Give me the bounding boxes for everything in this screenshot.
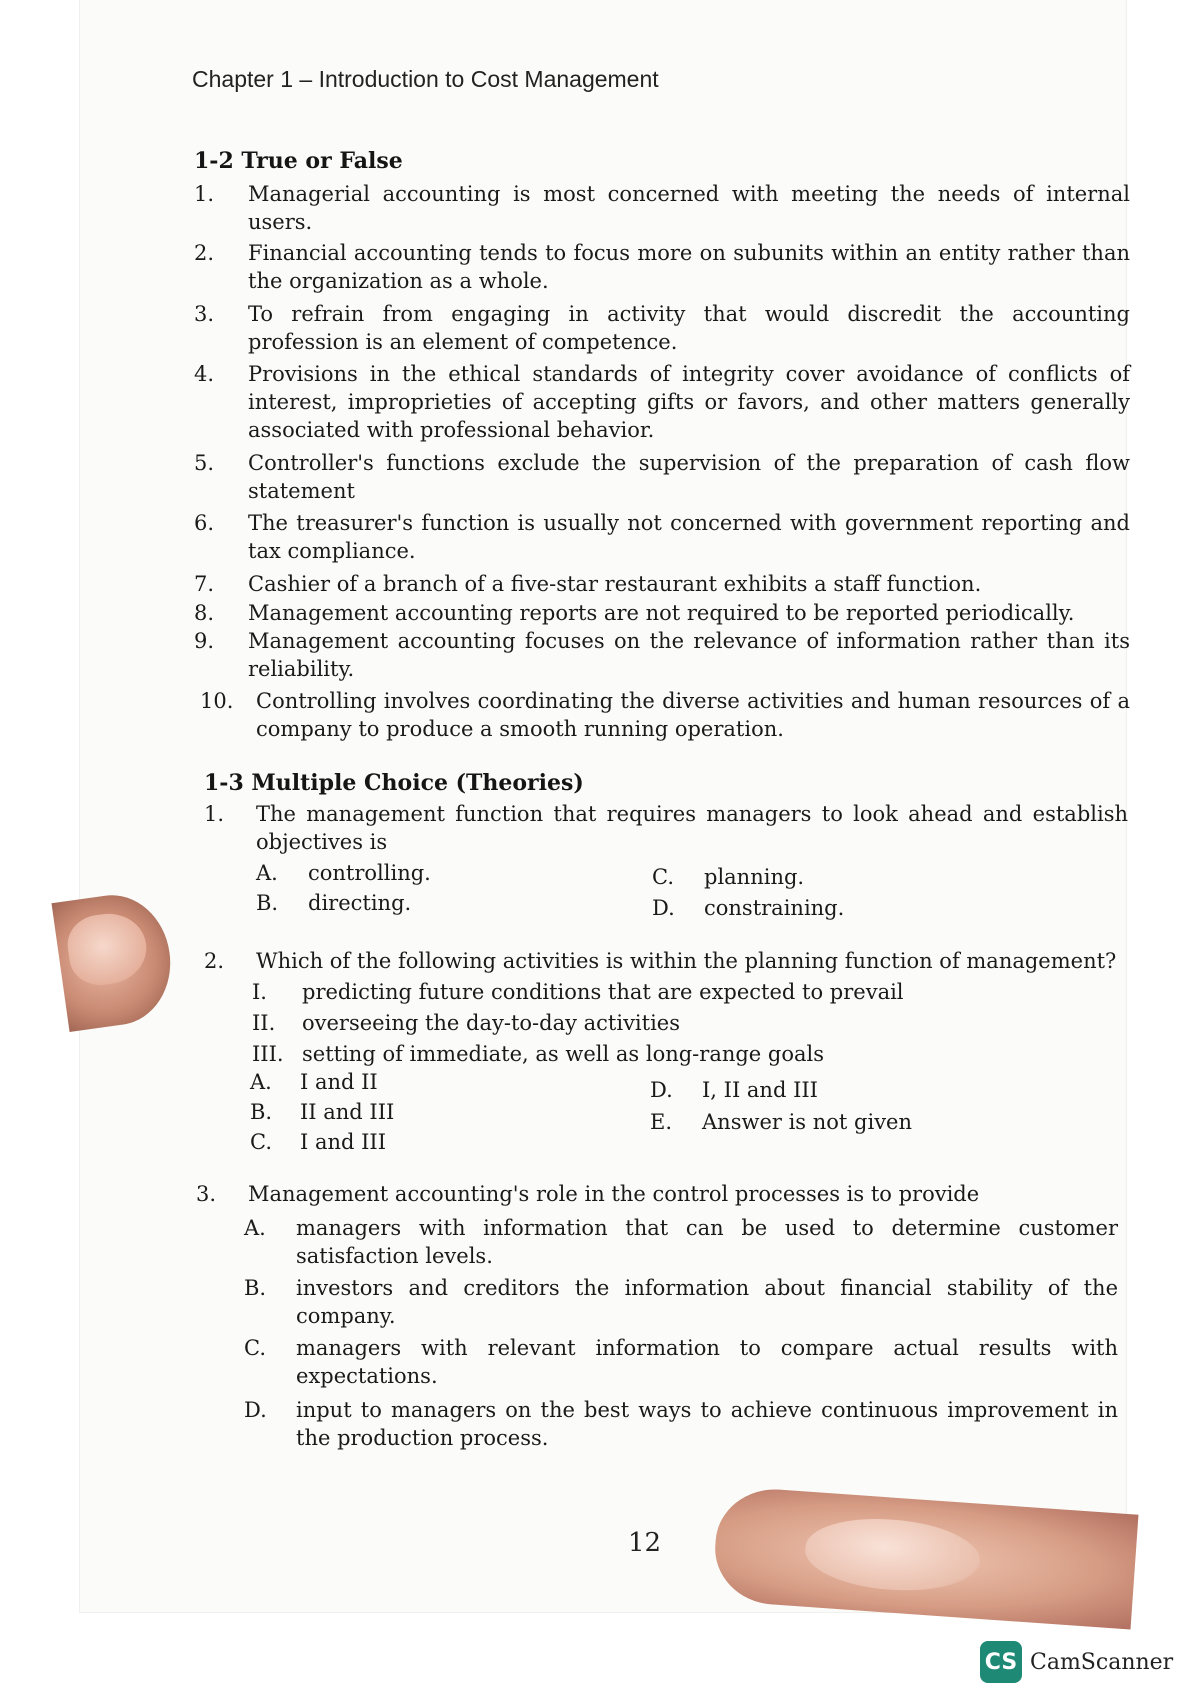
tf-item-text: Controller's functions exclude the supervision of the preparation of cash flow statement bbox=[248, 451, 1130, 503]
camscanner-name: CamScanner bbox=[1030, 1649, 1174, 1675]
tf-item-number: 2. bbox=[194, 241, 215, 265]
fingernail-image bbox=[64, 909, 151, 989]
page-number: 12 bbox=[628, 1528, 662, 1558]
tf-item bbox=[194, 627, 1130, 683]
tf-item-number: 7. bbox=[194, 572, 215, 596]
tf-item-number: 1. bbox=[194, 182, 215, 206]
statement-text: predicting future conditions that are expected to prevail bbox=[302, 980, 904, 1004]
mc-option bbox=[244, 1396, 1118, 1452]
option-letter: C. bbox=[244, 1336, 266, 1360]
fingernail-image bbox=[803, 1514, 982, 1596]
mc-question-2 bbox=[204, 947, 1128, 975]
question-number: 3. bbox=[196, 1182, 217, 1206]
option-text: managers with information that can be used to determine customer satisfaction levels. bbox=[296, 1216, 1118, 1268]
option-text: investors and creditors the information about financial stability of the company. bbox=[296, 1276, 1118, 1328]
tf-item bbox=[194, 300, 1130, 356]
option-text: managers with relevant information to compare actual results with expectations. bbox=[296, 1336, 1118, 1388]
question-number: 2. bbox=[204, 949, 225, 973]
mc-question-1 bbox=[204, 800, 1128, 856]
tf-item-number: 4. bbox=[194, 362, 215, 386]
tf-item-text: Management accounting focuses on the relevance of information rather than its reliability. bbox=[248, 629, 1130, 681]
tf-item bbox=[194, 570, 1130, 598]
tf-item-number: 10. bbox=[200, 689, 234, 713]
statement-text: overseeing the day-to-day activities bbox=[302, 1011, 681, 1035]
tf-item-text: The treasurer's function is usually not concerned with government reporting and tax compliance. bbox=[248, 511, 1130, 563]
chapter-header: Chapter 1 – Introduction to Cost Management bbox=[192, 66, 659, 92]
statement-text: setting of immediate, as well as long-range goals bbox=[302, 1042, 825, 1066]
option-letter: E. bbox=[650, 1110, 673, 1134]
option-text: controlling. bbox=[308, 861, 431, 885]
section-title-multiple-choice: 1-3 Multiple Choice (Theories) bbox=[204, 770, 584, 796]
roman-numeral: I. bbox=[252, 980, 267, 1004]
option-text: II and III bbox=[300, 1100, 395, 1124]
tf-item bbox=[194, 449, 1130, 505]
option-text: planning. bbox=[704, 865, 805, 889]
tf-item-number: 6. bbox=[194, 511, 215, 535]
mc-option bbox=[244, 1214, 1118, 1270]
option-text: I, II and III bbox=[702, 1078, 818, 1102]
question-text: Management accounting's role in the control processes is to provide bbox=[248, 1182, 980, 1206]
option-letter: B. bbox=[256, 891, 279, 915]
tf-item bbox=[194, 239, 1130, 295]
option-text: I and III bbox=[300, 1130, 387, 1154]
mc-option bbox=[244, 1274, 1118, 1330]
option-text: Answer is not given bbox=[702, 1110, 913, 1134]
option-letter: C. bbox=[250, 1130, 272, 1154]
option-letter: A. bbox=[250, 1070, 272, 1094]
tf-item bbox=[194, 360, 1130, 444]
tf-item bbox=[194, 599, 1130, 627]
roman-numeral: III. bbox=[252, 1042, 284, 1066]
roman-statement bbox=[252, 1040, 825, 1068]
tf-item-text: Managerial accounting is most concerned with meeting the needs of internal users. bbox=[248, 182, 1130, 234]
tf-item bbox=[200, 687, 1130, 743]
roman-statement bbox=[252, 1009, 681, 1037]
question-text: The management function that requires managers to look ahead and establish objectives is bbox=[256, 802, 1128, 854]
camscanner-watermark bbox=[980, 1640, 1173, 1684]
tf-item-number: 8. bbox=[194, 601, 215, 625]
option-letter: A. bbox=[244, 1216, 266, 1240]
tf-item-number: 9. bbox=[194, 629, 215, 653]
tf-item-text: To refrain from engaging in activity that would discredit the accounting profession is an element of competence. bbox=[248, 302, 1130, 354]
option-letter: B. bbox=[244, 1276, 267, 1300]
section-title-true-false: 1-2 True or False bbox=[194, 148, 403, 174]
option-letter: D. bbox=[652, 896, 675, 920]
option-letter: D. bbox=[650, 1078, 673, 1102]
mc-question-3 bbox=[196, 1180, 1120, 1208]
option-text: input to managers on the best ways to achieve continuous improvement in the production process. bbox=[296, 1398, 1118, 1450]
question-text: Which of the following activities is within the planning function of management? bbox=[256, 949, 1117, 973]
option-letter: A. bbox=[256, 861, 278, 885]
option-text: constraining. bbox=[704, 896, 845, 920]
roman-numeral: II. bbox=[252, 1011, 276, 1035]
question-number: 1. bbox=[204, 802, 225, 826]
camscanner-logo-icon: CS bbox=[980, 1641, 1022, 1683]
tf-item-text: Controlling involves coordinating the diverse activities and human resources of a company to produce a smooth running operation. bbox=[256, 689, 1130, 741]
option-text: directing. bbox=[308, 891, 412, 915]
option-text: I and II bbox=[300, 1070, 378, 1094]
option-letter: C. bbox=[652, 865, 674, 889]
option-letter: B. bbox=[250, 1100, 273, 1124]
mc-option bbox=[244, 1334, 1118, 1390]
tf-item-number: 5. bbox=[194, 451, 215, 475]
tf-item bbox=[194, 180, 1130, 236]
roman-statement bbox=[252, 978, 904, 1006]
tf-item-number: 3. bbox=[194, 302, 215, 326]
tf-item-text: Cashier of a branch of a five-star restaurant exhibits a staff function. bbox=[248, 572, 982, 596]
option-letter: D. bbox=[244, 1398, 267, 1422]
tf-item-text: Financial accounting tends to focus more on subunits within an entity rather than the organization as a whole. bbox=[248, 241, 1130, 293]
tf-item bbox=[194, 509, 1130, 565]
tf-item-text: Provisions in the ethical standards of integrity cover avoidance of conflicts of interest, improprieties of accepting gifts or favors, and other matters generally associated with professional behavior. bbox=[248, 362, 1130, 442]
tf-item-text: Management accounting reports are not required to be reported periodically. bbox=[248, 601, 1075, 625]
